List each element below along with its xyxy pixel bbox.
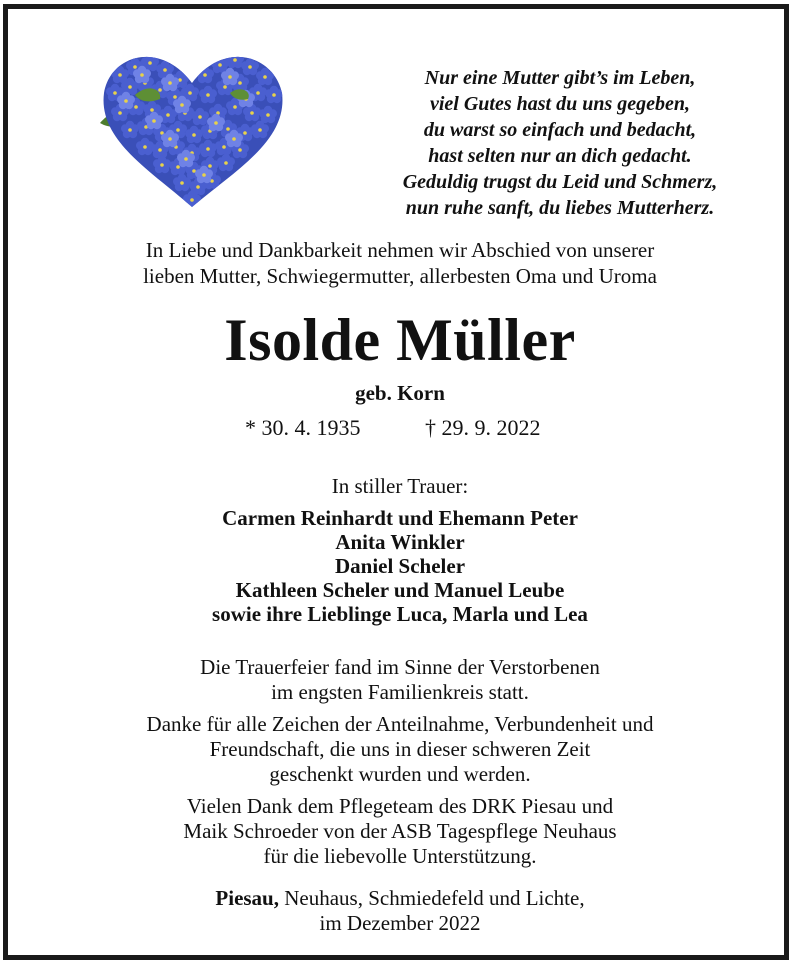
- deceased-name: Isolde Müller: [224, 307, 576, 373]
- death-date: † 29. 9. 2022: [425, 415, 541, 440]
- other-places: Neuhaus, Schmiedefeld und Lichte,: [279, 886, 585, 910]
- poem-line: nun ruhe sanft, du liebes Mutterherz.: [405, 197, 715, 219]
- intro-line: lieben Mutter, Schwiegermutter, allerbesten Oma und Uroma: [143, 264, 657, 288]
- care-thanks-line: für die liebevolle Unterstützung.: [263, 844, 537, 868]
- birth-name: geb. Korn: [355, 381, 445, 405]
- intro-line: In Liebe und Dankbarkeit nehmen wir Abschied von unserer: [145, 238, 655, 262]
- thanks-line: geschenkt wurden und werden.: [269, 762, 531, 786]
- place-and-date: [0, 886, 800, 936]
- thanks-line: Freundschaft, die uns in dieser schweren Zeit: [209, 737, 591, 761]
- poem-line: Geduldig trugst du Leid und Schmerz,: [402, 171, 718, 193]
- poem-line: hast selten nur an dich gedacht.: [428, 145, 692, 167]
- mourning-label: In stiller Trauer:: [331, 474, 469, 498]
- care-thanks-notice: [0, 794, 800, 869]
- notice-date: im Dezember 2022: [319, 911, 481, 935]
- mourner-name: sowie ihre Lieblinge Luca, Marla und Lea: [212, 602, 588, 626]
- thanks-line: Danke für alle Zeichen der Anteilnahme, Verbundenheit und: [146, 712, 654, 736]
- ceremony-notice: [0, 655, 800, 705]
- mourner-list: [0, 506, 800, 626]
- mourner-name: Kathleen Scheler und Manuel Leube: [235, 578, 565, 602]
- ceremony-line: im engsten Familienkreis statt.: [271, 680, 529, 704]
- poem-line: Nur eine Mutter gibt’s im Leben,: [424, 67, 696, 89]
- birth-date: * 30. 4. 1935: [245, 415, 361, 440]
- memorial-poem: [360, 65, 760, 221]
- care-thanks-line: Vielen Dank dem Pflegeteam des DRK Piesau und: [186, 794, 614, 818]
- farewell-intro: [0, 237, 800, 289]
- mourner-name: Daniel Scheler: [334, 554, 466, 578]
- ceremony-line: Die Trauerfeier fand im Sinne der Verstorbenen: [200, 655, 600, 679]
- places-line: [0, 886, 800, 911]
- poem-line: du warst so einfach und bedacht,: [423, 119, 697, 141]
- primary-place: Piesau,: [215, 886, 279, 910]
- forget-me-not-heart-icon: [90, 35, 295, 210]
- thanks-notice: [0, 712, 800, 787]
- care-thanks-line: Maik Schroeder von der ASB Tagespflege Neuhaus: [183, 819, 617, 843]
- mourner-name: Anita Winkler: [335, 530, 465, 554]
- poem-line: viel Gutes hast du uns gegeben,: [429, 93, 691, 115]
- mourner-name: Carmen Reinhardt und Ehemann Peter: [222, 506, 578, 530]
